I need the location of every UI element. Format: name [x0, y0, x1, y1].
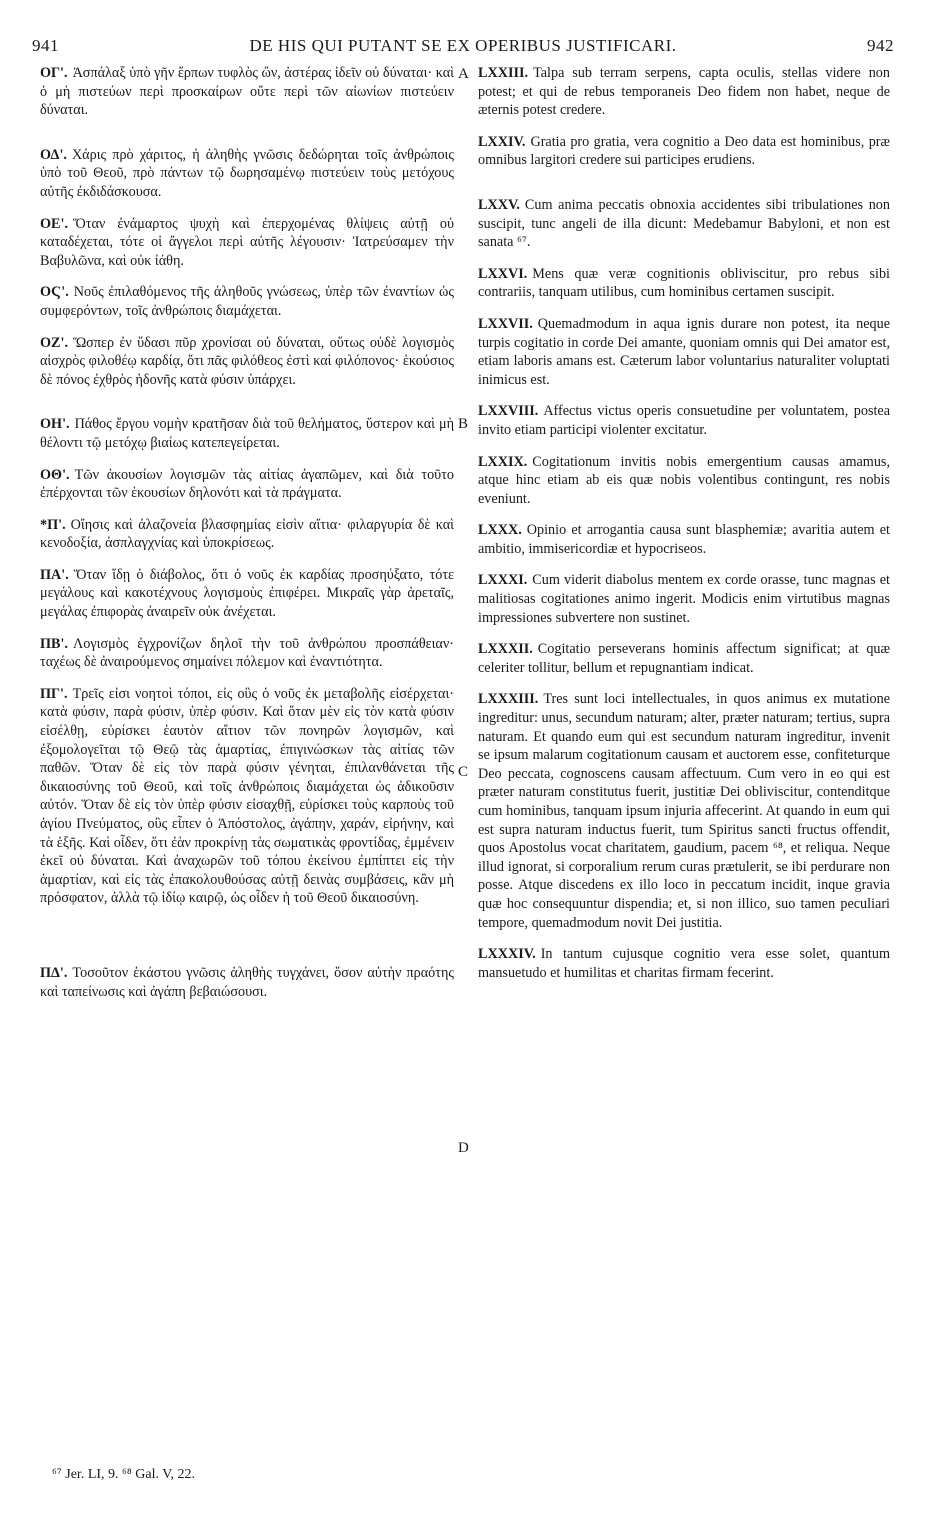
page-number-right: 942: [867, 36, 894, 55]
chapter-number: LXXXIII.: [478, 691, 539, 708]
greek-column: [40, 64, 454, 1014]
chapter-number: ΟΘ'.: [40, 466, 70, 483]
chapter-number: ΟΗ'.: [40, 416, 70, 433]
latin-chapter: [478, 64, 890, 120]
greek-chapter: [40, 415, 454, 452]
latin-column: [478, 64, 890, 995]
page-header: [32, 36, 894, 60]
chapter-text: Talpa sub terram serpens, capta oculis, stellas videre non potest; et qui de rebus temporaneis Deo fidem non habet, neque de æternis potest credere.: [478, 65, 890, 119]
greek-chapter: [40, 334, 454, 390]
latin-chapter: [478, 690, 890, 932]
margin-letter-d: D: [458, 1140, 469, 1156]
latin-chapter: [478, 402, 890, 439]
chapter-number: LXXV.: [478, 196, 520, 213]
latin-chapter: [478, 133, 890, 170]
latin-chapter: [478, 453, 890, 509]
latin-chapter: [478, 315, 890, 389]
chapter-number: LXXXII.: [478, 641, 533, 658]
chapter-text: Λογισμὸς ἐγχρονίζων δηλοῖ τὴν τοῦ ἀνθρώπου προσπάθειαν· ταχέως δὲ ἀναιρούμενος σημαίνει πόλεμον καὶ ἐναντιότητα.: [40, 635, 454, 671]
chapter-text: Mens quæ veræ cognitionis obliviscitur, pro rebus sibi contrariis, tanquam utilibus, cum hominibus certamen suscipit.: [478, 265, 890, 301]
greek-chapter: [40, 64, 454, 120]
chapter-text: Τρεῖς εἰσι νοητοὶ τόποι, εἰς οὓς ὁ νοῦς ἐκ μεταβολῆς εἰσέρχεται· κατὰ φύσιν, παρὰ φύσιν, ὑπὲρ φύσιν. Καὶ ὅταν μὲν εἰς τὸν κατὰ φύσιν εἰσέλθῃ, εὑρίσκει ἑαυτὸν αἴτιον τῶν πονηρῶν λογισμῶν, καὶ ἐξομολογεῖται τῷ Θεῷ τὰς ἁμαρτίας, ἐπιγινώσκων τὰς αἰτίας τῶν παθῶν. Ὅταν δὲ εἰς τὸν παρὰ φύσιν γένηται, ἐπιλανθάνεται τῆς δικαιοσύνης τοῦ Θεοῦ, καὶ τοῖς ἀνθρώποις διαμάχεται ὡς ἀδικοῦσιν αὐτόν. Ὅταν δὲ εἰς τὸν ὑπὲρ φύσιν εἰσαχθῇ, εὑρίσκει τοὺς καρποὺς τοῦ ἁγίου Πνεύματος, οὓς εἶπεν ὁ Ἀπόστολος, ἀγάπην, χαράν, εἰρήνην, καὶ τὰ ἑξῆς. Καὶ οἶδεν, ὅτι ἐὰν προκρίνῃ τὰς σωματικὰς φροντίδας, ἐμμένειν ἐκεῖ οὐ δύναται. Καὶ ἀναχωρῶν τοῦ τόπου ἐκείνου ἐμπίπτει εἰς τὴν ἁμαρτίαν, καὶ εἰς τὰς ἐπακολουθούσας αὐτῇ δεινὰς συμβάσεις, κἂν μὴ πρόσφατον, ἀλλὰ τῷ ἰδίῳ καιρῷ, ὡς οἶδεν ἡ τοῦ Θεοῦ δικαιοσύνη.: [40, 685, 454, 907]
chapter-number: ΠΑ'.: [40, 566, 69, 583]
chapter-text: Cum viderit diabolus mentem ex corde orasse, tunc magnas et malitiosas cogitationes animo ingerit. Modicis enim virtutibus magnas impressiones subvertere non sustinet.: [478, 572, 890, 626]
running-title: DE HIS QUI PUTANT SE EX OPERIBUS JUSTIFICARI.: [249, 36, 677, 55]
chapter-text: Affectus victus operis consuetudine per voluntatem, postea invito etiam participi violenter excitatur.: [478, 403, 890, 438]
chapter-text: Cogitationum invitis nobis emergentium causas amamus, atque hinc etiam ab eis quæ nobis volentibus contingunt, res nobis eveniunt.: [478, 453, 890, 507]
chapter-number: LXXIII.: [478, 65, 529, 81]
greek-chapter: [40, 466, 454, 503]
chapter-text: Opinio et arrogantia causa sunt blasphemiæ; avaritia autem et ambitio, immisericordiæ et hypocriseos.: [478, 522, 890, 557]
greek-chapter: [40, 283, 454, 320]
chapter-number: ΠΔ'.: [40, 964, 68, 981]
chapter-text: Ὅταν ἐνάμαρτος ψυχὴ καὶ ἐπερχομένας θλίψεις αὐτῇ οὐ καταδέχεται, τότε οἱ ἄγγελοι περὶ αὐτῆς λέγουσιν· Ἰατρεύσαμεν τὴν Βαβυλῶνα, καὶ οὐκ ἰάθη.: [40, 215, 454, 269]
chapter-text: Cogitatio perseverans hominis affectum significat; at quæ celeriter tollitur, bellum et repugnantiam indicat.: [478, 641, 890, 676]
latin-chapter: [478, 265, 890, 302]
chapter-text: Tres sunt loci intellectuales, in quos animus ex mutatione ingreditur: unus, secundum naturam; alter, præter naturam; tertius, supra naturam. Et quando eum qui est secundum naturam ingreditur, invenit se ipsum malarum cogitationum causam et auctorem esse, confiteturque Deo peccata, cognoscens causam affectuum. Cum vero in eo qui est præter naturam constitutus fuerit, justitiæ Dei obliviscitur, contenditque cum hominibus, tanquam ipsum injuria affecerint. At quando in eum qui est supra naturam inductus fuerit, tum Spiritus sancti fructus offendit, quos Apostolus vocat charitatem, gaudium, pacem ⁶⁸, et reliqua. Neque illud ignorat, si corporalium rerum curas prætulerit, se ibi perdurare non posse. Atque discedens ex illo loco in peccatum incidit, inque gravia quæ hoc consequuntur dispendia; et, si non illico, suo tamen peculiari tempore, quemadmodum novit Dei justitia.: [478, 691, 890, 931]
latin-chapter: [478, 196, 890, 252]
greek-chapter: [40, 215, 454, 271]
chapter-number: LXXVIII.: [478, 403, 539, 420]
latin-chapter: [478, 945, 890, 982]
chapter-number: LXXIV.: [478, 133, 526, 150]
chapter-text: Πάθος ἔργου νομὴν κρατῆσαν διὰ τοῦ θελήματος, ὕστερον καὶ μὴ θέλοντι τῷ μετόχῳ βιαίως κατεπεγείρεται.: [40, 416, 454, 451]
footnotes: ⁶⁷ Jer. LI, 9. ⁶⁸ Gal. V, 22.: [52, 1467, 196, 1482]
chapter-number: ΟΖ'.: [40, 334, 68, 351]
margin-letter-b: B: [458, 416, 469, 432]
chapter-text: Gratia pro gratia, vera cognitio a Deo data est hominibus, præ omnibus largitori credere sui participes erudiens.: [478, 133, 890, 169]
chapter-text: Νοῦς ἐπιλαθόμενος τῆς ἀληθοῦς γνώσεως, ὑπὲρ τῶν ἐναντίων ὡς συμφερόντων, τοῖς ἀνθρώποις διαμάχεται.: [40, 284, 454, 319]
chapter-text: Ἀσπάλαξ ὑπὸ γῆν ἕρπων τυφλὸς ὤν, ἀστέρας ἰδεῖν οὐ δύναται· καὶ ὁ μὴ πιστεύων περὶ προσκαίρων οὔτε περὶ τῶν αἰωνίων πιστεύειν δύναται.: [40, 65, 454, 119]
chapter-number: LXXVII.: [478, 315, 533, 332]
chapter-number: ΟΔ'.: [40, 146, 67, 163]
latin-chapter: [478, 640, 890, 677]
chapter-number: LXXVI.: [478, 265, 528, 282]
latin-chapter: [478, 571, 890, 627]
greek-chapter: [40, 685, 454, 908]
margin-letter-c: C: [458, 764, 469, 780]
greek-chapter: [40, 566, 454, 622]
chapter-text: Ὅταν ἴδῃ ὁ διάβολος, ὅτι ὁ νοῦς ἐκ καρδίας προσηύξατο, τότε μεγάλους καὶ κακοτέχνους λογισμοὺς ἐπιφέρει. Μικραῖς γὰρ ἀρεταῖς, μεγάλας ἐπιφορὰς ἀναιρεῖν οὐκ ἀνέχεται.: [40, 566, 454, 621]
chapter-number: LXXXIV.: [478, 946, 536, 963]
chapter-number: *Π'.: [40, 516, 66, 533]
chapter-text: Ὥσπερ ἐν ὕδασι πῦρ χρονίσαι οὐ δύναται, οὕτως οὐδὲ λογισμὸς αἰσχρὸς φιλοθέῳ καρδίᾳ, ὅτι πᾶς φιλόθεος ἐστὶ καὶ φιλόπονος· ἑκούσιος δὲ πόνος ἐχθρὸς ἡδονῆς κατὰ φύσιν ὑπάρχει.: [40, 334, 454, 388]
page-number-left: 941: [32, 36, 59, 55]
greek-chapter: [40, 964, 454, 1001]
chapter-text: Τοσοῦτον ἑκάστου γνῶσις ἀληθὴς τυγχάνει, ὅσον αὐτὴν πραότης καὶ ταπείνωσις καὶ ἀγάπη βεβαιώσουσι.: [40, 964, 454, 1000]
chapter-number: ΟΕ'.: [40, 215, 68, 232]
greek-chapter: [40, 146, 454, 202]
chapter-number: ΠΓ'.: [40, 685, 68, 702]
chapter-number: ΟϚ'.: [40, 284, 69, 301]
chapter-number: LXXIX.: [478, 453, 528, 470]
chapter-number: ΟΓ'.: [40, 65, 68, 81]
chapter-number: LXXXI.: [478, 572, 528, 589]
chapter-text: Quemadmodum in aqua ignis durare non potest, ita neque turpis cogitatio in corde Dei amante, quoniam omnis qui Dei amator est, etiam laboris amans est. Cæterum labor voluntarius naturaliter voluptati inimicus est.: [478, 315, 890, 388]
greek-chapter: [40, 635, 454, 672]
greek-chapter: [40, 516, 454, 553]
margin-letter-a: A: [458, 66, 469, 82]
chapter-text: Τῶν ἀκουσίων λογισμῶν τὰς αἰτίας ἀγαπῶμεν, καὶ διὰ τοῦτο ἐπέρχονται τῶν ἑκουσίων δηλονότι καὶ τὰ πράγματα.: [40, 466, 454, 502]
chapter-text: Cum anima peccatis obnoxia accidentes sibi tribulationes non suscipit, tunc angeli de illa dicunt: Medebamur Babyloni, et non est sanata ⁶⁷.: [478, 196, 890, 251]
chapter-text: In tantum cujusque cognitio vera esse solet, quantum mansuetudo et humilitas et charitas firmam fecerint.: [478, 946, 890, 981]
chapter-text: Χάρις πρὸ χάριτος, ἡ ἀληθὴς γνῶσις δεδώρηται τοῖς ἀνθρώποις ὑπὸ τοῦ Θεοῦ, πρὸ πάντων τῷ δωρησαμένῳ πιστεύειν τοὺς μετόχους αὐτῆς ἐκδιδάσκουσα.: [40, 146, 454, 200]
chapter-number: LXXX.: [478, 522, 522, 539]
chapter-text: Οἴησις καὶ ἀλαζονεία βλασφημίας εἰσὶν αἴτια· φιλαργυρία δὲ καὶ κενοδοξία, ἀσπλαγχνίας καὶ ὑποκρίσεως.: [40, 516, 454, 552]
latin-chapter: [478, 521, 890, 558]
chapter-number: ΠΒ'.: [40, 635, 68, 652]
